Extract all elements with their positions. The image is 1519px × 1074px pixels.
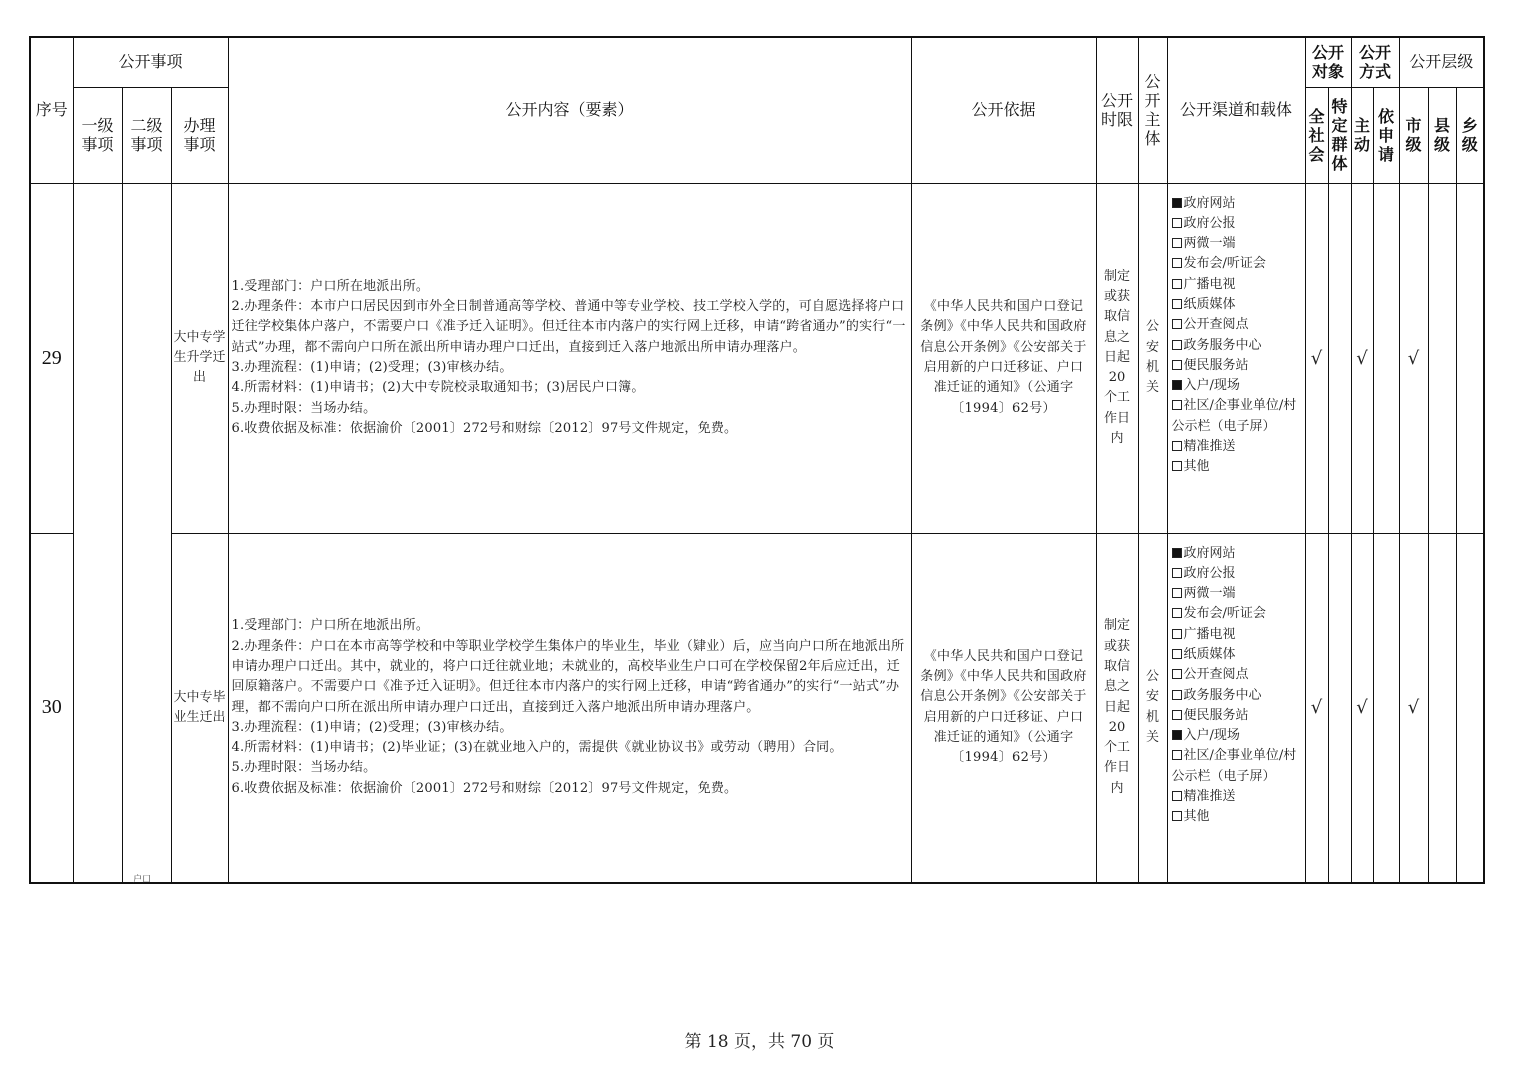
checkbox-icon: [1172, 710, 1182, 720]
checkbox-icon: [1172, 238, 1182, 248]
content-line: 5.办理时限：当场办结。: [231, 400, 377, 416]
channel-item: 纸质媒体: [1172, 645, 1303, 665]
header-audience-specific: 特定群体: [1328, 87, 1351, 183]
channel-item: 社区/企事业单位/村公示栏（电子屏）: [1171, 748, 1297, 784]
header-level-city: 市级: [1399, 87, 1428, 183]
header-mode-active: 主动: [1351, 87, 1373, 183]
checkbox-icon: [1172, 750, 1182, 760]
row-level-town: [1456, 183, 1484, 533]
row-channels: [1167, 183, 1305, 533]
content-line: 6.收费依据及标准：依据渝价〔2001〕272号和财综〔2012〕97号文件规定，免费。: [231, 420, 738, 436]
content-line: 5.办理时限：当场办结。: [231, 760, 377, 776]
channel-item: 政府网站: [1172, 194, 1303, 214]
channel-item: 社区/企事业单位/村公示栏（电子屏）: [1171, 398, 1297, 434]
row-mode-request: [1373, 183, 1399, 533]
channel-item: 发布会/听证会: [1172, 604, 1303, 624]
header-level-county: 县级: [1428, 87, 1456, 183]
header-level1: 一级事项: [73, 87, 122, 183]
table-row: [30, 183, 1484, 533]
public-affairs-table: [29, 36, 1485, 884]
channel-item: 入户/现场: [1172, 376, 1303, 396]
checkbox-icon: [1172, 548, 1182, 558]
channel-item: 政务服务中心: [1172, 336, 1303, 356]
checkbox-icon: [1172, 629, 1182, 639]
header-mode-group: 公开方式: [1351, 37, 1399, 87]
row-channels: [1167, 533, 1305, 883]
channel-item: 纸质媒体: [1172, 295, 1303, 315]
checkbox-icon: [1172, 690, 1182, 700]
row-mode-request: [1373, 533, 1399, 883]
page-footer: 第 18 页，共 70 页: [684, 1032, 835, 1052]
header-content: 公开内容（要素）: [228, 37, 911, 183]
checkbox-icon: [1172, 649, 1182, 659]
row-level1: [73, 183, 122, 883]
channel-item: 入户/现场: [1172, 726, 1303, 746]
channel-item: 其他: [1172, 807, 1303, 827]
row-level-county: [1428, 533, 1456, 883]
header-level-group: 公开层级: [1399, 37, 1484, 87]
channel-item: 发布会/听证会: [1172, 254, 1303, 274]
row-audience-all: √: [1305, 183, 1328, 533]
row-handle: 大中专学生升学迁出: [171, 183, 228, 533]
row-basis: 《中华人民共和国户口登记条例》《中华人民共和国政府信息公开条例》《公安部关于启用新的户口迁移证、户口准迁证的通知》（公通字〔1994〕62号）: [911, 183, 1096, 533]
content-line: 3.办理流程：(1)申请；(2)受理；(3)审核办结。: [231, 360, 513, 375]
checkbox-icon: [1172, 299, 1182, 309]
row-content: [228, 183, 911, 533]
channel-item: 两微一端: [1172, 234, 1303, 254]
header-basis: 公开依据: [911, 37, 1096, 183]
row-level2: [122, 183, 171, 883]
channel-item: 公开查阅点: [1172, 665, 1303, 685]
channel-item: 政府公报: [1172, 564, 1303, 584]
row-level-city: √: [1399, 183, 1428, 533]
header-level-town: 乡级: [1456, 87, 1484, 183]
row-subject: 公安机关: [1138, 533, 1167, 883]
row-basis: 《中华人民共和国户口登记条例》《中华人民共和国政府信息公开条例》《公安部关于启用新的户口迁移证、户口准迁证的通知》（公通字〔1994〕62号）: [911, 533, 1096, 883]
channel-item: 两微一端: [1172, 584, 1303, 604]
content-line: 6.收费依据及标准：依据渝价〔2001〕272号和财综〔2012〕97号文件规定，免费。: [231, 780, 738, 796]
row-audience-all: √: [1305, 533, 1328, 883]
channel-item: 其他: [1172, 457, 1303, 477]
table-row: [30, 533, 1484, 883]
public-affairs-table-sheet: [29, 36, 1485, 884]
content-line: 4.所需材料：(1)申请书；(2)大中专院校录取通知书；(3)居民户口簿。: [231, 380, 645, 396]
channel-item: 政府网站: [1172, 544, 1303, 564]
row-mode-active: √: [1351, 183, 1373, 533]
content-line: 3.办理流程：(1)申请；(2)受理；(3)审核办结。: [231, 719, 513, 735]
row-audience-specific: [1328, 183, 1351, 533]
row-time-limit: 制定或获取信息之日起20个工作日内: [1096, 183, 1138, 533]
row-level-city: √: [1399, 533, 1428, 883]
header-mode-request: 依申请: [1373, 87, 1399, 183]
header-seq: 序号: [30, 37, 73, 183]
row-audience-specific: [1328, 533, 1351, 883]
header-subject: 公开主体: [1138, 37, 1167, 183]
checkbox-icon: [1172, 360, 1182, 370]
checkbox-icon: [1172, 400, 1182, 410]
checkbox-icon: [1172, 608, 1182, 618]
checkbox-icon: [1172, 568, 1182, 578]
row-time-limit: 制定或获取信息之日起20个工作日内: [1096, 533, 1138, 883]
header-level2: 二级事项: [122, 87, 171, 183]
row-subject: 公安机关: [1138, 183, 1167, 533]
channel-item: 广播电视: [1172, 275, 1303, 295]
channel-item: 广播电视: [1172, 625, 1303, 645]
checkbox-icon: [1172, 319, 1182, 329]
channel-item: 政府公报: [1172, 214, 1303, 234]
checkbox-icon: [1172, 218, 1182, 228]
content-line: 2.办理条件：户口在本市高等学校和中等职业学校学生集体户的毕业生，毕业（肄业）后，应当向户口所在地派出所申请办理户口迁出。其中，就业的，将户口迁往就业地；未就业的，高校毕业生户口可在学校保留2年后应迁出，迁回原籍落户。不需要户口《准予迁入证明》。但迁往本市内落户的实行网上迁移，申请“跨省通办”的实行“一站式”办理，都不需向户口所在派出所申请办理户口迁出，直接到迁入落户地派出所申请办理落户。: [231, 638, 905, 715]
header-audience-group: 公开对象: [1305, 37, 1351, 87]
row-content: [228, 533, 911, 883]
checkbox-icon: [1172, 730, 1182, 740]
checkbox-icon: [1172, 461, 1182, 471]
channel-item: 便民服务站: [1172, 706, 1303, 726]
checkbox-icon: [1172, 588, 1182, 598]
header-audience-all: 全社会: [1305, 87, 1328, 183]
content-line: 1.受理部门：户口所在地派出所。: [231, 618, 430, 634]
header-handle: 办理事项: [171, 87, 228, 183]
row-handle: 大中专毕业生迁出: [171, 533, 228, 883]
checkbox-icon: [1172, 380, 1182, 390]
content-line: 1.受理部门：户口所在地派出所。: [231, 278, 430, 294]
checkbox-icon: [1172, 441, 1182, 451]
checkbox-icon: [1172, 340, 1182, 350]
checkbox-icon: [1172, 258, 1182, 268]
row-mode-active: √: [1351, 533, 1373, 883]
checkbox-icon: [1172, 791, 1182, 801]
checkbox-icon: [1172, 811, 1182, 821]
header-items-group: 公开事项: [73, 37, 228, 87]
row-level-town: [1456, 533, 1484, 883]
channel-item: 精准推送: [1172, 437, 1303, 457]
content-line: 2.办理条件：本市户口居民因到市外全日制普通高等学校、普通中等专业学校、技工学校入学的，可自愿选择将户口迁往学校集体户落户，不需要户口《准予迁入证明》。但迁往本市内落户的实行网上迁移，申请“跨省通办”的实行“一站式”办理，都不需向户口所在派出所申请办理户口迁出，直接到迁入落户地派出所申请办理落户。: [231, 299, 906, 355]
row-seq: 30: [30, 533, 73, 883]
checkbox-icon: [1172, 198, 1182, 208]
channel-item: 便民服务站: [1172, 356, 1303, 376]
channel-item: 政务服务中心: [1172, 686, 1303, 706]
content-line: 4.所需材料：(1)申请书；(2)毕业证；(3)在就业地入户的，需提供《就业协议书》或劳动（聘用）合同。: [231, 740, 843, 756]
cut-off-level2-text: 户口: [133, 875, 152, 885]
header-channels: 公开渠道和载体: [1167, 37, 1305, 183]
header-time-limit: 公开时限: [1096, 37, 1138, 183]
checkbox-icon: [1172, 669, 1182, 679]
channel-item: 公开查阅点: [1172, 315, 1303, 335]
checkbox-icon: [1172, 279, 1182, 289]
channel-item: 精准推送: [1172, 787, 1303, 807]
row-level-county: [1428, 183, 1456, 533]
row-seq: 29: [30, 183, 73, 533]
